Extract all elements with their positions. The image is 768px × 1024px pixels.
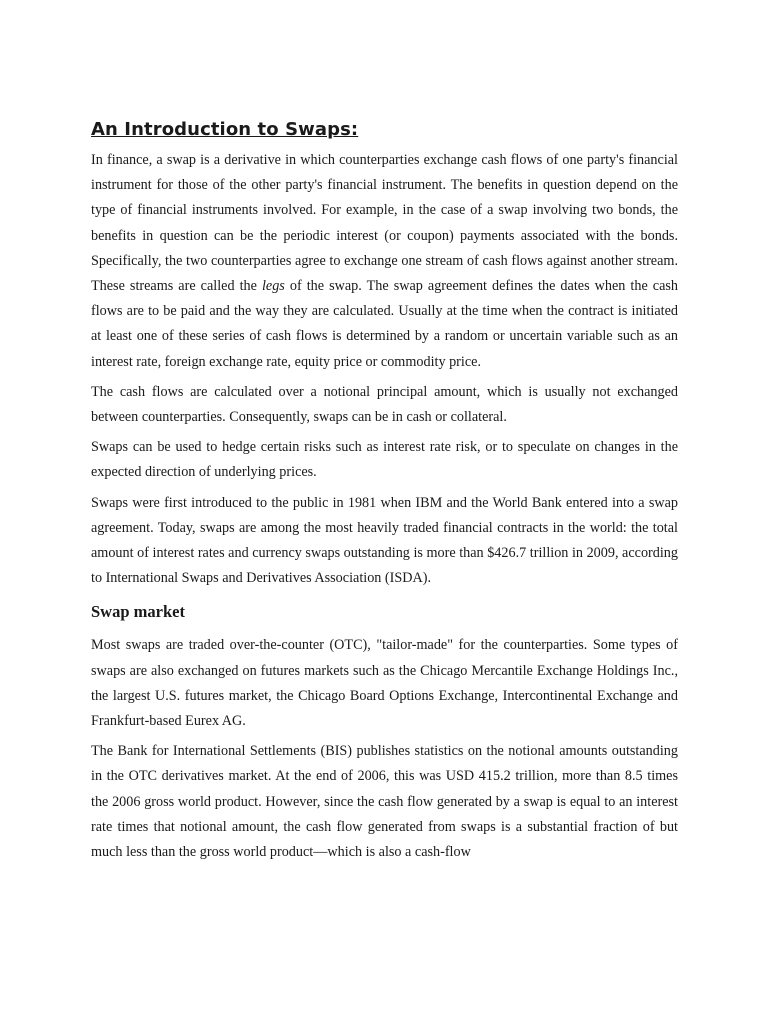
section-heading-swap-market: Swap market	[91, 602, 185, 622]
document-page	[91, 118, 678, 870]
paragraph-bis-statistics: The Bank for International Settlements (BIS) publishes statistics on the notional amounts outstanding in the OTC derivatives market. At the end of 2006, this was USD 415.2 trillion, more than 8.5 times the 2006 gross world product. However, since the cash flow generated by a swap is equal to an interest rate times that notional amount, the cash flow generated from swaps is a substantial fraction of but much less than the gross world product—which is also a cash-flow	[91, 743, 678, 861]
paragraph-swap-definition	[91, 148, 678, 375]
paragraph-notional-principal: The cash flows are calculated over a notional principal amount, which is usually not exchanged between counterparties. Consequently, swaps can be in cash or collateral.	[91, 383, 678, 426]
paragraph-otc-trading: Most swaps are traded over-the-counter (OTC), "tailor-made" for the counterparties. Some types of swaps are also exchanged on futures markets such as the Chicago Mercantile Exchange Holdings Inc., the largest U.S. futures market, the Chicago Board Options Exchange, Intercontinental Exchange and Frankfurt-based Eurex AG.	[91, 637, 678, 730]
document-title: An Introduction to Swaps:	[91, 119, 359, 140]
legs-emphasis: legs	[261, 278, 285, 295]
paragraph-history: Swaps were first introduced to the public in 1981 when IBM and the World Bank entered into a swap agreement. Today, swaps are among the most heavily traded financial contracts in the world: the total amount of interest rates and currency swaps outstanding is more than $426.7 trillion in 2009, according to International Swaps and Derivatives Association (ISDA).	[91, 494, 678, 587]
paragraph-text: of the swap. The swap agreement defines the dates when the cash flows are to be paid and the way they are calculated. Usually at the time when the contract is initiated at least one of these series of cash flows is determined by a random or uncertain variable such as an interest rate, foreign exchange rate, equity price or commodity price.	[91, 278, 678, 370]
paragraph-hedging: Swaps can be used to hedge certain risks such as interest rate risk, or to speculate on changes in the expected direction of underlying prices.	[91, 439, 678, 481]
paragraph-text: In finance, a swap is a derivative in which counterparties exchange cash flows of one party's financial instrument for those of the other party's financial instrument. The benefits in question depend on the type of financial instruments involved. For example, in the case of a swap involving two bonds, the benefits in question can be the periodic interest (or coupon) payments associated with the bonds. Specifically, the two counterparties agree to exchange one stream of cash flows against another stream. These streams are called the	[91, 152, 678, 295]
